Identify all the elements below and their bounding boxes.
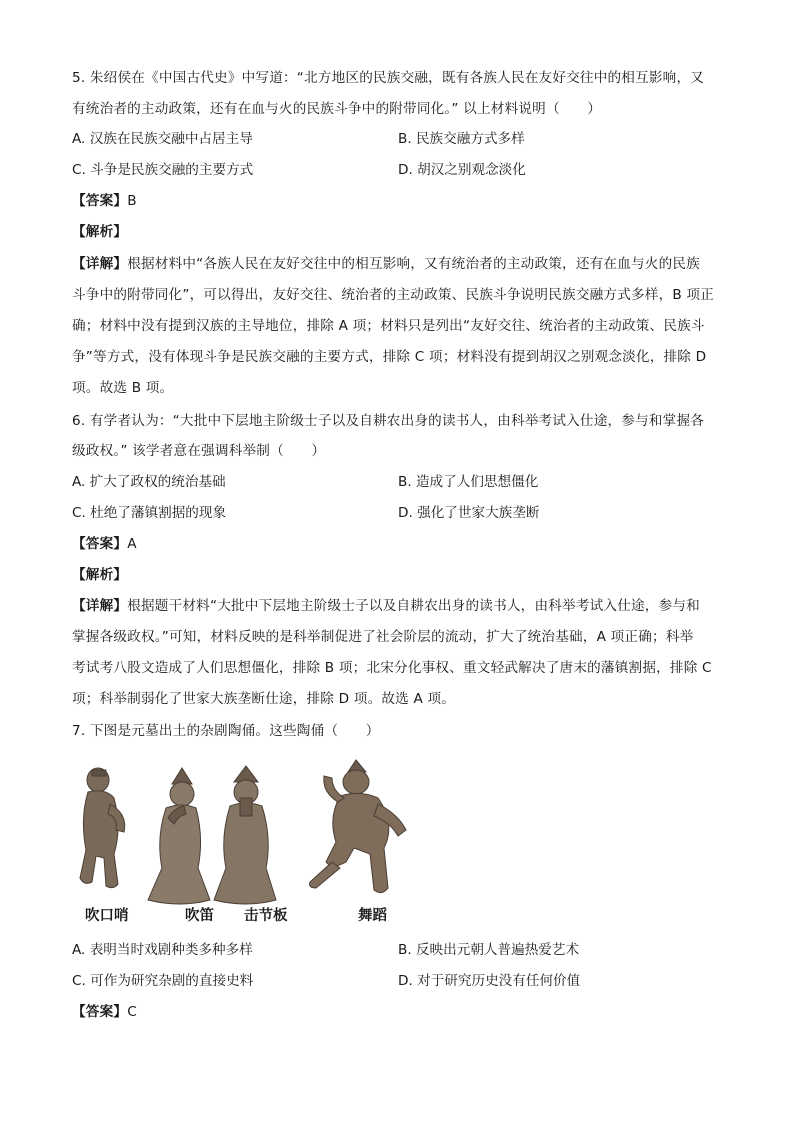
analysis-tag: 【解析】 — [72, 224, 128, 240]
q6-stem-line-1: 6. 有学者认为：“大批中下层地主阶级士子以及自耕农出身的读书人，由科举考试入仕途，参与和掌握各 — [72, 413, 705, 429]
answer-value: C — [127, 1004, 137, 1020]
caption-clapper: 击节板 — [244, 908, 288, 924]
q5-analysis-heading — [72, 222, 724, 242]
q5-detail-line-5: 项。故选 B 项。 — [72, 380, 174, 396]
q6-analysis-heading — [72, 565, 724, 585]
detail-tag: 【详解】 — [72, 256, 128, 272]
q5-option-d: D. 胡汉之别观念淡化 — [398, 162, 526, 178]
q6-detail-line-4: 项；科举制弱化了世家大族垄断仕途，排除 D 项。故选 A 项。 — [72, 691, 456, 707]
figurine-dancing — [310, 760, 406, 893]
q7-option-d: D. 对于研究历史没有任何价值 — [398, 973, 581, 989]
q5-stem-line-1: 5. 朱绍侯在《中国古代史》中写道：“北方地区的民族交融，既有各族人民在友好交往中的相互影响，又 — [72, 70, 705, 86]
answer-tag: 【答案】 — [72, 1004, 128, 1020]
q5-answer — [72, 191, 724, 211]
answer-value: B — [127, 193, 137, 209]
detail-text: 根据题干材料“大批中下层地主阶级士子以及自耕农出身的读书人，由科举考试入仕途，参与和 — [127, 598, 700, 614]
caption-flute: 吹笛 — [185, 908, 214, 924]
answer-value: A — [127, 536, 137, 552]
figurine-flute — [148, 768, 210, 904]
answer-tag: 【答案】 — [72, 536, 128, 552]
q7-option-b: B. 反映出元朝人普遍热爱艺术 — [398, 942, 580, 958]
q6-option-a: A. 扩大了政权的统治基础 — [72, 474, 226, 490]
figurine-whistling — [80, 768, 125, 888]
q7-answer — [72, 1002, 724, 1022]
q6-detail-line-2: 掌握各级政权。”可知，材料反映的是科举制促进了社会阶层的流动，扩大了统治基础，A 项正确；科举 — [72, 629, 694, 645]
answer-tag: 【答案】 — [72, 193, 128, 209]
caption-whistling: 吹口哨 — [85, 908, 129, 924]
q5-stem-line-2: 有统治者的主动政策，还有在血与火的民族斗争中的附带同化。” 以上材料说明（ ） — [72, 101, 602, 117]
q6-answer — [72, 534, 724, 554]
detail-tag: 【详解】 — [72, 598, 128, 614]
q7-option-c: C. 可作为研究杂剧的直接史料 — [72, 973, 254, 989]
q6-detail-line-1 — [72, 596, 724, 616]
q5-option-a: A. 汉族在民族交融中占居主导 — [72, 131, 253, 147]
caption-dancing: 舞蹈 — [358, 908, 387, 924]
analysis-tag: 【解析】 — [72, 567, 128, 583]
q6-option-b: B. 造成了人们思想僵化 — [398, 474, 539, 490]
detail-text: 根据材料中“各族人民在友好交往中的相互影响，又有统治者的主动政策，还有在血与火的民族 — [127, 256, 700, 272]
figurine-clapper — [214, 766, 276, 904]
q7-option-a: A. 表明当时戏剧种类多种多样 — [72, 942, 253, 958]
q5-detail-line-3: 确；材料中没有提到汉族的主导地位，排除 A 项；材料只是列出“友好交往、统治者的主动政策、民族斗 — [72, 318, 705, 334]
q6-option-c: C. 杜绝了藩镇割据的现象 — [72, 505, 227, 521]
q5-option-b: B. 民族交融方式多样 — [398, 131, 525, 147]
q5-detail-line-4: 争”等方式，没有体现斗争是民族交融的主要方式，排除 C 项；材料没有提到胡汉之别观念淡化，排除 D — [72, 349, 707, 365]
q7-stem: 7. 下图是元墓出土的杂剧陶俑。这些陶俑（ ） — [72, 723, 380, 739]
q6-stem-line-2: 级政权。” 该学者意在强调科举制（ ） — [72, 443, 326, 459]
q6-detail-line-3: 考试考八股文造成了人们思想僵化，排除 B 项；北宋分化事权、重文轻武解决了唐末的藩镇割据，排除 C — [72, 660, 712, 676]
q6-option-d: D. 强化了世家大族垄断 — [398, 505, 540, 521]
q5-detail-line-2: 斗争中的附带同化”，可以得出，友好交往、统治者的主动政策、民族斗争说明民族交融方式多样，B 项正 — [72, 287, 715, 303]
q5-option-c: C. 斗争是民族交融的主要方式 — [72, 162, 254, 178]
q5-detail-line-1 — [72, 254, 724, 274]
